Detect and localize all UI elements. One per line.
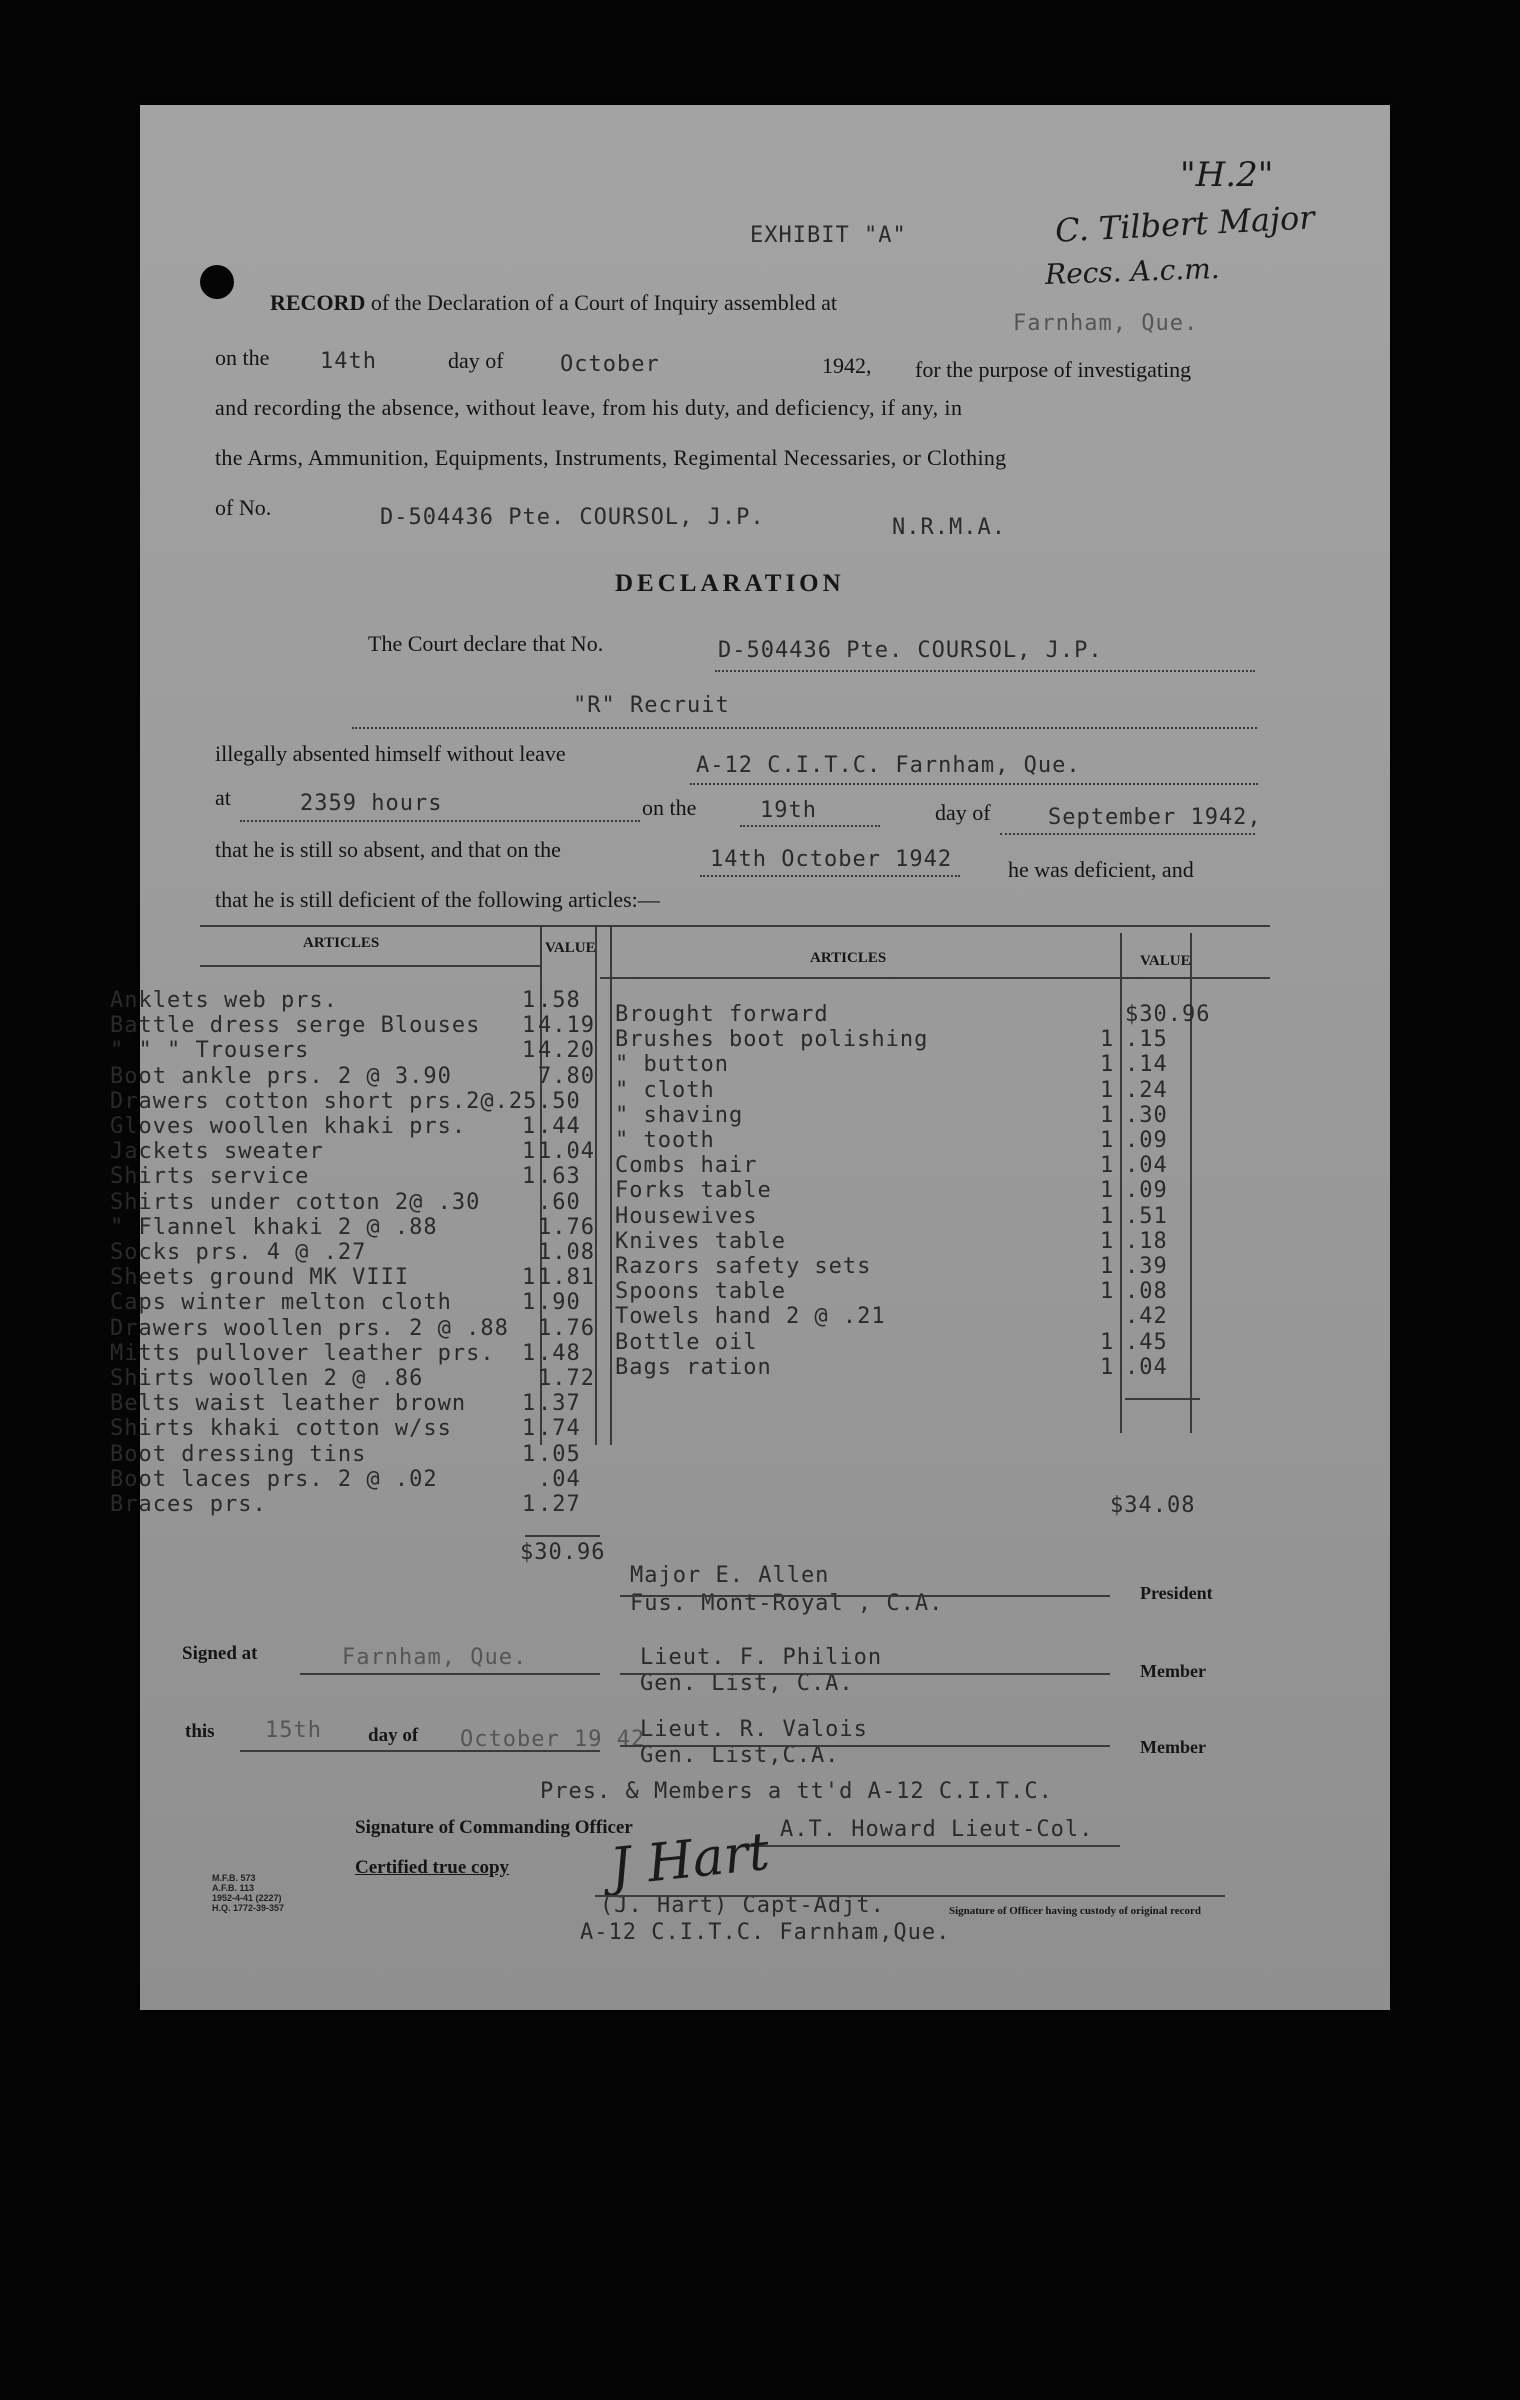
left-row-qty: 1 <box>522 1038 537 1064</box>
table-divider-2 <box>595 925 597 1445</box>
right-row-article: Brushes boot polishing <box>615 1027 929 1053</box>
right-row-value: .14 <box>1125 1052 1168 1078</box>
left-row-article: Sheets ground MK VIII <box>110 1265 410 1291</box>
left-row-value: .60 <box>538 1189 581 1215</box>
corner-signature: C. Tilbert Major <box>1054 198 1316 250</box>
document-page <box>110 105 1390 2010</box>
co-rule <box>740 1845 1120 1847</box>
table-head-rule-right <box>600 977 1270 979</box>
left-row-article: Socks prs. 4 @ .27 <box>110 1240 367 1265</box>
signed-month-year: October 19 42 <box>460 1727 646 1752</box>
president-unit: Fus. Mont-Royal , C.A. <box>630 1591 944 1616</box>
dotline-3 <box>690 783 1258 785</box>
left-row-article: Shirts woollen 2 @ .86 <box>110 1366 424 1391</box>
member1-unit: Gen. List, C.A. <box>640 1671 854 1696</box>
record-year: 1942, <box>822 353 872 378</box>
right-row-value: .42 <box>1125 1304 1168 1330</box>
absent-from: A-12 C.I.T.C. Farnham, Que. <box>696 753 1081 778</box>
left-row-article: Boot dressing tins <box>110 1441 367 1467</box>
dotline-2 <box>352 727 1257 729</box>
left-row-value: 1.04 <box>538 1139 595 1165</box>
left-row-article: Jackets sweater <box>110 1139 324 1165</box>
dotline-6 <box>1000 833 1255 835</box>
record-soldier: D-504436 Pte. COURSOL, J.P. <box>380 505 765 530</box>
still-absent-text: that he is still so absent, and that on the <box>215 837 561 862</box>
left-row-value: .44 <box>538 1114 581 1139</box>
right-row-article: Razors safety sets <box>615 1254 872 1279</box>
dotline-5 <box>740 825 880 827</box>
left-row-qty: 1 <box>522 1265 537 1291</box>
record-day: 14th <box>320 349 377 374</box>
table-divider-3 <box>610 925 612 1445</box>
right-row-article: " tooth <box>615 1128 715 1153</box>
left-row-article: Belts waist leather brown <box>110 1391 467 1417</box>
left-row-article: Anklets web prs. <box>110 988 338 1013</box>
president-label: President <box>1140 1583 1213 1603</box>
this-label: this <box>185 1721 215 1742</box>
right-row-qty: 1 <box>1100 1128 1115 1153</box>
right-row-value: .04 <box>1125 1354 1168 1380</box>
right-row-value: .45 <box>1125 1329 1168 1355</box>
table-head-rule-left <box>200 965 540 967</box>
absent-hours: 2359 hours <box>300 791 443 816</box>
left-total: $30.96 <box>520 1540 606 1565</box>
left-row-value: .48 <box>538 1340 581 1366</box>
left-row-qty: 1 <box>522 1391 537 1417</box>
day-of-label: day of <box>935 800 991 825</box>
left-row-article: Gloves woollen khaki prs. <box>110 1114 467 1139</box>
signed-date-rule <box>240 1750 600 1752</box>
left-row-article: Boot laces prs. 2 @ .02 <box>110 1466 438 1492</box>
header-articles-left: ARTICLES <box>303 935 380 951</box>
left-row-value: 1.72 <box>538 1366 595 1391</box>
right-row-value: .04 <box>1125 1153 1168 1179</box>
left-row-article: Caps winter melton cloth <box>110 1290 452 1316</box>
custody-label: Signature of Officer having custody of original record <box>948 1905 1202 1917</box>
left-row-article: Battle dress serge Blouses <box>110 1013 481 1039</box>
president-rule <box>620 1595 1110 1597</box>
header-articles-right: ARTICLES <box>810 950 887 966</box>
left-row-article: " Flannel khaki 2 @ .88 <box>110 1214 438 1240</box>
right-row-value: .30 <box>1125 1102 1168 1128</box>
absent-month-year: September 1942, <box>1048 805 1262 830</box>
left-row-qty: 1 <box>522 1290 537 1316</box>
was-deficient-text: he was deficient, and <box>1008 857 1194 882</box>
record-line-1 <box>270 290 837 316</box>
right-total-rule <box>1125 1398 1200 1400</box>
left-row-value: 1.08 <box>538 1240 595 1265</box>
member1-rule <box>620 1673 1110 1675</box>
on-the-label: on the <box>642 795 697 820</box>
co-name: A.T. Howard Lieut-Col. <box>780 1817 1094 1842</box>
record-line-3: and recording the absence, without leave, from his duty, and deficiency, if any, in <box>215 395 963 420</box>
signed-at-rule <box>300 1673 600 1675</box>
declaration-soldier: D-504436 Pte. COURSOL, J.P. <box>718 638 1103 663</box>
right-row-article: Combs hair <box>615 1153 758 1179</box>
record-day-of: day of <box>448 348 504 373</box>
left-row-article: Mitts pullover leather prs. <box>110 1340 495 1366</box>
left-row-value: .37 <box>538 1391 581 1417</box>
right-row-qty: 1 <box>1100 1027 1115 1053</box>
exhibit-label: EXHIBIT "A" <box>750 223 907 248</box>
right-row-value: .51 <box>1125 1203 1168 1229</box>
left-row-qty: 1 <box>522 988 537 1013</box>
officer-name: (J. Hart) Capt-Adjt. <box>600 1893 885 1918</box>
left-row-article: Shirts khaki cotton w/ss <box>110 1416 452 1442</box>
punch-hole <box>200 265 234 299</box>
right-row-value: .24 <box>1125 1077 1168 1103</box>
right-row-value: .08 <box>1125 1279 1168 1305</box>
left-row-article: Drawers woollen prs. 2 @ .88 <box>110 1315 509 1341</box>
left-row-article: Shirts service <box>110 1164 310 1190</box>
record-line-4: the Arms, Ammunition, Equipments, Instruments, Regimental Necessaries, or Clothing <box>215 445 1007 470</box>
president-name: Major E. Allen <box>630 1563 830 1588</box>
right-row-qty: 1 <box>1100 1178 1115 1204</box>
signed-day-of-label: day of <box>368 1725 419 1746</box>
corner-code: "H.2" <box>1180 155 1274 195</box>
form-stamp <box>212 1873 284 1913</box>
record-on-the: on the <box>215 345 270 370</box>
right-row-article: Bags ration <box>615 1354 772 1380</box>
left-row-qty: 1 <box>522 1013 537 1039</box>
right-row-value: $30.96 <box>1125 1002 1211 1027</box>
left-row-qty: 1 <box>522 1164 537 1190</box>
left-row-value: 4.20 <box>538 1038 595 1064</box>
left-row-value: .63 <box>538 1164 581 1190</box>
right-row-qty: 1 <box>1100 1254 1115 1279</box>
right-row-value: .09 <box>1125 1128 1168 1153</box>
left-total-rule <box>525 1535 600 1537</box>
member2-label: Member <box>1140 1737 1206 1757</box>
left-row-article: Drawers cotton short prs.2@.25 <box>110 1088 538 1114</box>
recruit-label: "R" Recruit <box>573 693 730 718</box>
right-row-value: .15 <box>1125 1027 1168 1053</box>
still-deficient-text: that he is still deficient of the following articles:— <box>215 887 660 912</box>
signed-at-label: Signed at <box>182 1643 258 1664</box>
left-row-value: .04 <box>538 1466 581 1492</box>
right-row-article: Brought forward <box>615 1002 829 1027</box>
co-signature-label: Signature of Commanding Officer <box>355 1817 633 1838</box>
corner-note: Recs. A.c.m. <box>1044 251 1221 292</box>
pres-members-line: Pres. & Members a tt'd A-12 C.I.T.C. <box>540 1779 1053 1804</box>
right-row-article: Knives table <box>615 1228 786 1254</box>
right-row-qty: 1 <box>1100 1102 1115 1128</box>
right-row-article: Housewives <box>615 1203 758 1229</box>
left-row-value: 1.81 <box>538 1265 595 1291</box>
right-row-qty: 1 <box>1100 1279 1115 1305</box>
left-row-value: .58 <box>538 988 581 1013</box>
record-unit: N.R.M.A. <box>892 515 1006 540</box>
left-row-value: .90 <box>538 1290 581 1316</box>
left-row-qty: 1 <box>522 1114 537 1139</box>
left-row-qty: 1 <box>522 1139 537 1165</box>
right-row-article: " button <box>615 1052 729 1078</box>
left-row-qty: 1 <box>522 1416 537 1442</box>
table-top-rule <box>200 925 1270 927</box>
right-row-qty: 1 <box>1100 1153 1115 1179</box>
at-label: at <box>215 785 231 810</box>
right-row-article: Towels hand 2 @ .21 <box>615 1304 886 1330</box>
record-text-1: of the Declaration of a Court of Inquiry assembled at <box>370 290 837 315</box>
record-text-2: for the purpose of investigating <box>915 357 1192 382</box>
left-row-article: Shirts under cotton 2@ .30 <box>110 1189 481 1215</box>
absented-text: illegally absented himself without leave <box>215 741 566 766</box>
handwritten-signature: J Hart <box>607 1821 773 1899</box>
right-total: $34.08 <box>1110 1493 1196 1518</box>
right-row-value: .09 <box>1125 1178 1168 1204</box>
right-row-qty: 1 <box>1100 1354 1115 1380</box>
dotline-1 <box>715 670 1255 672</box>
left-row-value: .50 <box>538 1088 581 1114</box>
left-row-value: 1.76 <box>538 1214 595 1240</box>
stamp-line-3: 1952-4-41 (2227) <box>212 1893 282 1903</box>
member2-name: Lieut. R. Valois <box>640 1717 868 1742</box>
right-row-article: " shaving <box>615 1102 744 1128</box>
record-intro: RECORD <box>270 290 366 315</box>
right-row-qty: 1 <box>1100 1052 1115 1078</box>
left-row-qty: 1 <box>522 1441 537 1467</box>
left-row-value: 1.76 <box>538 1315 595 1341</box>
left-row-article: Braces prs. <box>110 1492 267 1517</box>
stamp-line-1: M.F.B. 573 <box>212 1873 256 1883</box>
deficient-date: 14th October 1942 <box>710 847 953 872</box>
court-declare: The Court declare that No. <box>368 631 604 656</box>
right-row-article: " cloth <box>615 1077 715 1103</box>
custody-rule <box>595 1895 1225 1897</box>
record-place: Farnham, Que. <box>1013 311 1199 336</box>
right-row-article: Spoons table <box>615 1279 786 1305</box>
right-row-value: .18 <box>1125 1228 1168 1254</box>
officer-unit: A-12 C.I.T.C. Farnham,Que. <box>580 1920 951 1945</box>
member2-unit: Gen. List,C.A. <box>640 1743 840 1768</box>
absent-day: 19th <box>760 798 817 823</box>
left-row-qty: 1 <box>522 1492 537 1517</box>
dotline-7 <box>700 875 960 877</box>
right-row-qty: 1 <box>1100 1203 1115 1229</box>
dotline-4 <box>240 820 640 822</box>
left-row-article: Boot ankle prs. 2 @ 3.90 <box>110 1063 452 1089</box>
member1-name: Lieut. F. Philion <box>640 1645 883 1670</box>
left-row-value: .74 <box>538 1416 581 1442</box>
left-row-qty: 1 <box>522 1340 537 1366</box>
stamp-line-2: A.F.B. 113 <box>212 1883 255 1893</box>
right-row-qty: 1 <box>1100 1228 1115 1254</box>
member2-rule <box>620 1745 1110 1747</box>
table-divider-4 <box>1120 933 1122 1433</box>
right-row-article: Forks table <box>615 1178 772 1204</box>
record-of-no: of No. <box>215 495 272 520</box>
stamp-line-4: H.Q. 1772-39-357 <box>212 1903 285 1913</box>
declaration-heading: DECLARATION <box>615 570 845 597</box>
left-row-value: .27 <box>538 1492 581 1517</box>
left-row-value: 4.19 <box>538 1013 595 1039</box>
left-row-value: 7.80 <box>538 1063 595 1089</box>
right-row-qty: 1 <box>1100 1329 1115 1355</box>
member1-label: Member <box>1140 1661 1206 1681</box>
left-row-article: " " " Trousers <box>110 1038 310 1064</box>
right-row-qty: 1 <box>1100 1077 1115 1103</box>
signed-place: Farnham, Que. <box>342 1645 528 1670</box>
header-value-right: VALUE <box>1140 953 1191 969</box>
right-row-value: .39 <box>1125 1254 1168 1279</box>
signed-day: 15th <box>265 1718 322 1743</box>
record-month: October <box>560 352 660 377</box>
certified-label: Certified true copy <box>355 1857 510 1878</box>
right-row-article: Bottle oil <box>615 1329 758 1355</box>
header-value-left: VALUE <box>545 940 596 956</box>
left-row-value: .05 <box>538 1441 581 1467</box>
